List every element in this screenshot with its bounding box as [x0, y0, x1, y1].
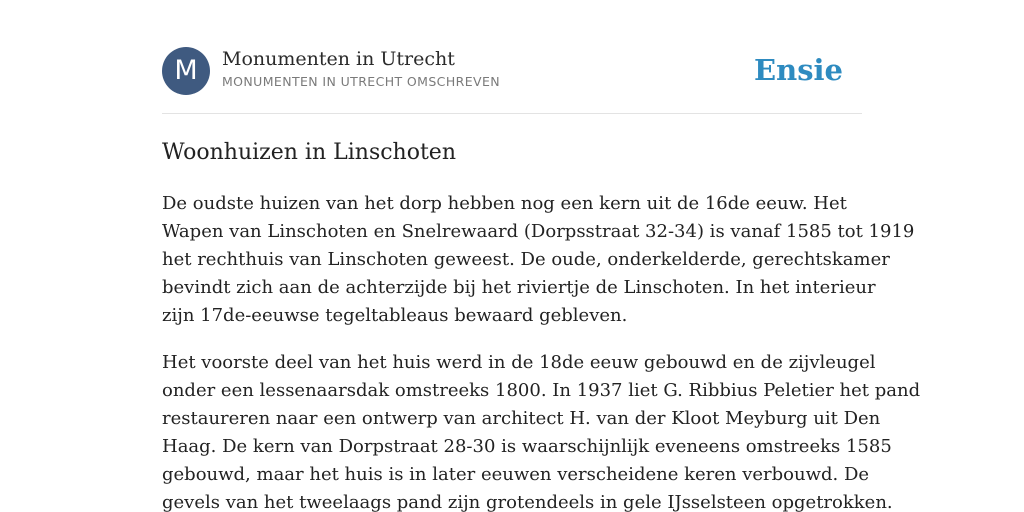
- paragraph-line: gevels van het tweelaags pand zijn grotendeels in gele IJsselsteen opgetrokken.: [162, 492, 893, 512]
- article: [162, 136, 921, 512]
- site-subtitle: MONUMENTEN IN UTRECHT OMSCHREVEN: [222, 74, 500, 89]
- paragraph-line: Wapen van Linschoten en Snelrewaard (Dorpsstraat 32-34) is vanaf 1585 tot 1919: [162, 221, 915, 242]
- paragraph-line: onder een lessenaarsdak omstreeks 1800. In 1937 liet G. Ribbius Peletier het pand: [162, 380, 921, 401]
- site-avatar[interactable]: M: [162, 47, 210, 95]
- paragraph-line: het rechthuis van Linschoten geweest. De oude, onderkelderde, gerechtskamer: [162, 249, 890, 270]
- header-divider: [162, 113, 862, 114]
- article-paragraph-2: [162, 349, 921, 512]
- paragraph-line: restaureren naar een ontwerp van architect H. van der Kloot Meyburg uit Den: [162, 408, 881, 429]
- site-header: [162, 47, 862, 95]
- paragraph-line: gebouwd, maar het huis is in later eeuwen verscheidene keren verbouwd. De: [162, 464, 870, 485]
- paragraph-line: Het voorste deel van het huis werd in de 18de eeuw gebouwd en de zijvleugel: [162, 352, 876, 373]
- article-title: Woonhuizen in Linschoten: [162, 140, 456, 165]
- paragraph-line: De oudste huizen van het dorp hebben nog een kern uit de 16de eeuw. Het: [162, 193, 847, 214]
- paragraph-line: zijn 17de-eeuwse tegeltableaus bewaard gebleven.: [162, 305, 628, 326]
- paragraph-line: Haag. De kern van Dorpstraat 28-30 is waarschijnlijk eveneens omstreeks 1585: [162, 436, 892, 457]
- ensie-logo-link[interactable]: Ensie: [754, 53, 843, 87]
- article-paragraph-1: [162, 190, 915, 330]
- site-title[interactable]: Monumenten in Utrecht: [222, 48, 455, 70]
- paragraph-line: bevindt zich aan de achterzijde bij het riviertje de Linschoten. In het interieur: [162, 277, 876, 298]
